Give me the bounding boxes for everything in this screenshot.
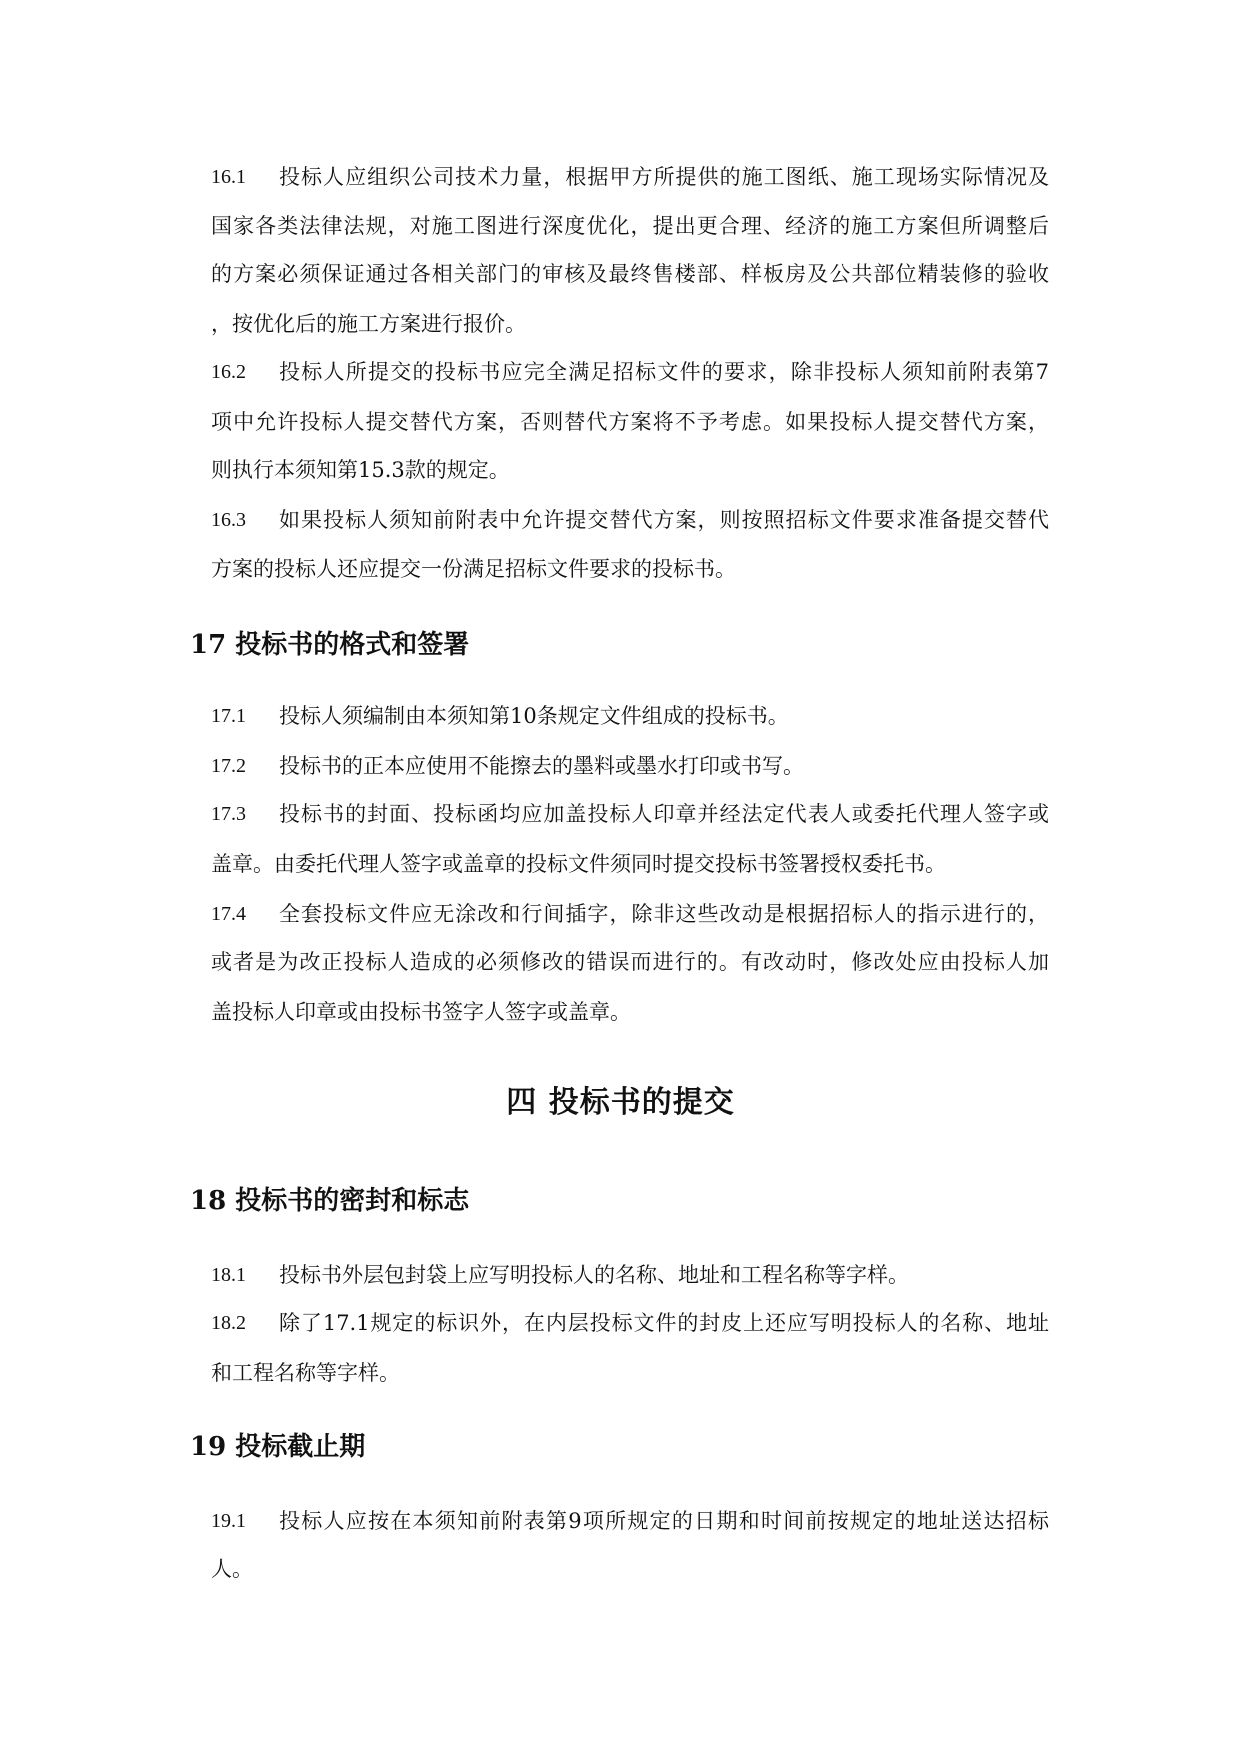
clause-text-line: ，按优化后的施工方案进行报价。	[211, 312, 526, 336]
clause-text-line: 方案的投标人还应提交一份满足招标文件要求的投标书。	[211, 557, 736, 581]
clause-text-line: 或者是为改正投标人造成的必须修改的错误而进行的。有改动时，修改处应由投标人加	[211, 950, 1049, 974]
chapter-heading: 四 投标书的提交	[506, 1085, 735, 1120]
clause-number: 18.1	[211, 1264, 246, 1286]
clause-text-line: 则执行本须知第15.3款的规定。	[211, 458, 510, 482]
clause-text-line: 投标书的正本应使用不能擦去的墨料或墨水打印或书写。	[279, 754, 804, 778]
clause-text-line: 项中允许投标人提交替代方案，否则替代方案将不予考虑。如果投标人提交替代方案，	[211, 410, 1049, 434]
clause-text-line: 的方案必须保证通过各相关部门的审核及最终售楼部、样板房及公共部位精装修的验收	[211, 262, 1049, 286]
clause-number: 17.4	[211, 903, 246, 925]
clause-number: 17.1	[211, 705, 246, 727]
clause-number: 16.3	[211, 509, 246, 531]
clause-text-line: 投标书外层包封袋上应写明投标人的名称、地址和工程名称等字样。	[279, 1263, 909, 1287]
clause-text-line: 人。	[211, 1557, 253, 1581]
clause-number: 16.1	[211, 166, 246, 188]
clause-text-line: 如果投标人须知前附表中允许提交替代方案，则按照招标文件要求准备提交替代	[279, 508, 1049, 532]
section-heading: 17 投标书的格式和签署	[190, 630, 470, 660]
clause-text-line: 盖投标人印章或由投标书签字人签字或盖章。	[211, 1000, 631, 1024]
section-heading: 18 投标书的密封和标志	[190, 1186, 470, 1216]
clause-text-line: 投标书的封面、投标函均应加盖投标人印章并经法定代表人或委托代理人签字或	[279, 802, 1049, 826]
clause-number: 17.2	[211, 755, 246, 777]
section-heading: 19 投标截止期	[190, 1432, 366, 1462]
clause-number: 18.2	[211, 1312, 246, 1334]
clause-text-line: 投标人所提交的投标书应完全满足招标文件的要求，除非投标人须知前附表第7	[279, 360, 1049, 384]
clause-number: 19.1	[211, 1510, 246, 1532]
clause-text-line: 和工程名称等字样。	[211, 1361, 400, 1385]
clause-text-line: 投标人须编制由本须知第10条规定文件组成的投标书。	[279, 704, 789, 728]
clause-number: 17.3	[211, 803, 246, 825]
clause-number: 16.2	[211, 361, 246, 383]
clause-text-line: 投标人应组织公司技术力量，根据甲方所提供的施工图纸、施工现场实际情况及	[279, 165, 1049, 189]
clause-text-line: 国家各类法律法规，对施工图进行深度优化，提出更合理、经济的施工方案但所调整后	[211, 214, 1049, 238]
clause-text-line: 盖章。由委托代理人签字或盖章的投标文件须同时提交投标书签署授权委托书。	[211, 852, 946, 876]
clause-text-line: 投标人应按在本须知前附表第9项所规定的日期和时间前按规定的地址送达招标	[279, 1509, 1049, 1533]
clause-text-line: 全套投标文件应无涂改和行间插字，除非这些改动是根据招标人的指示进行的，	[279, 902, 1049, 926]
clause-text-line: 除了17.1规定的标识外，在内层投标文件的封皮上还应写明投标人的名称、地址	[279, 1311, 1049, 1335]
